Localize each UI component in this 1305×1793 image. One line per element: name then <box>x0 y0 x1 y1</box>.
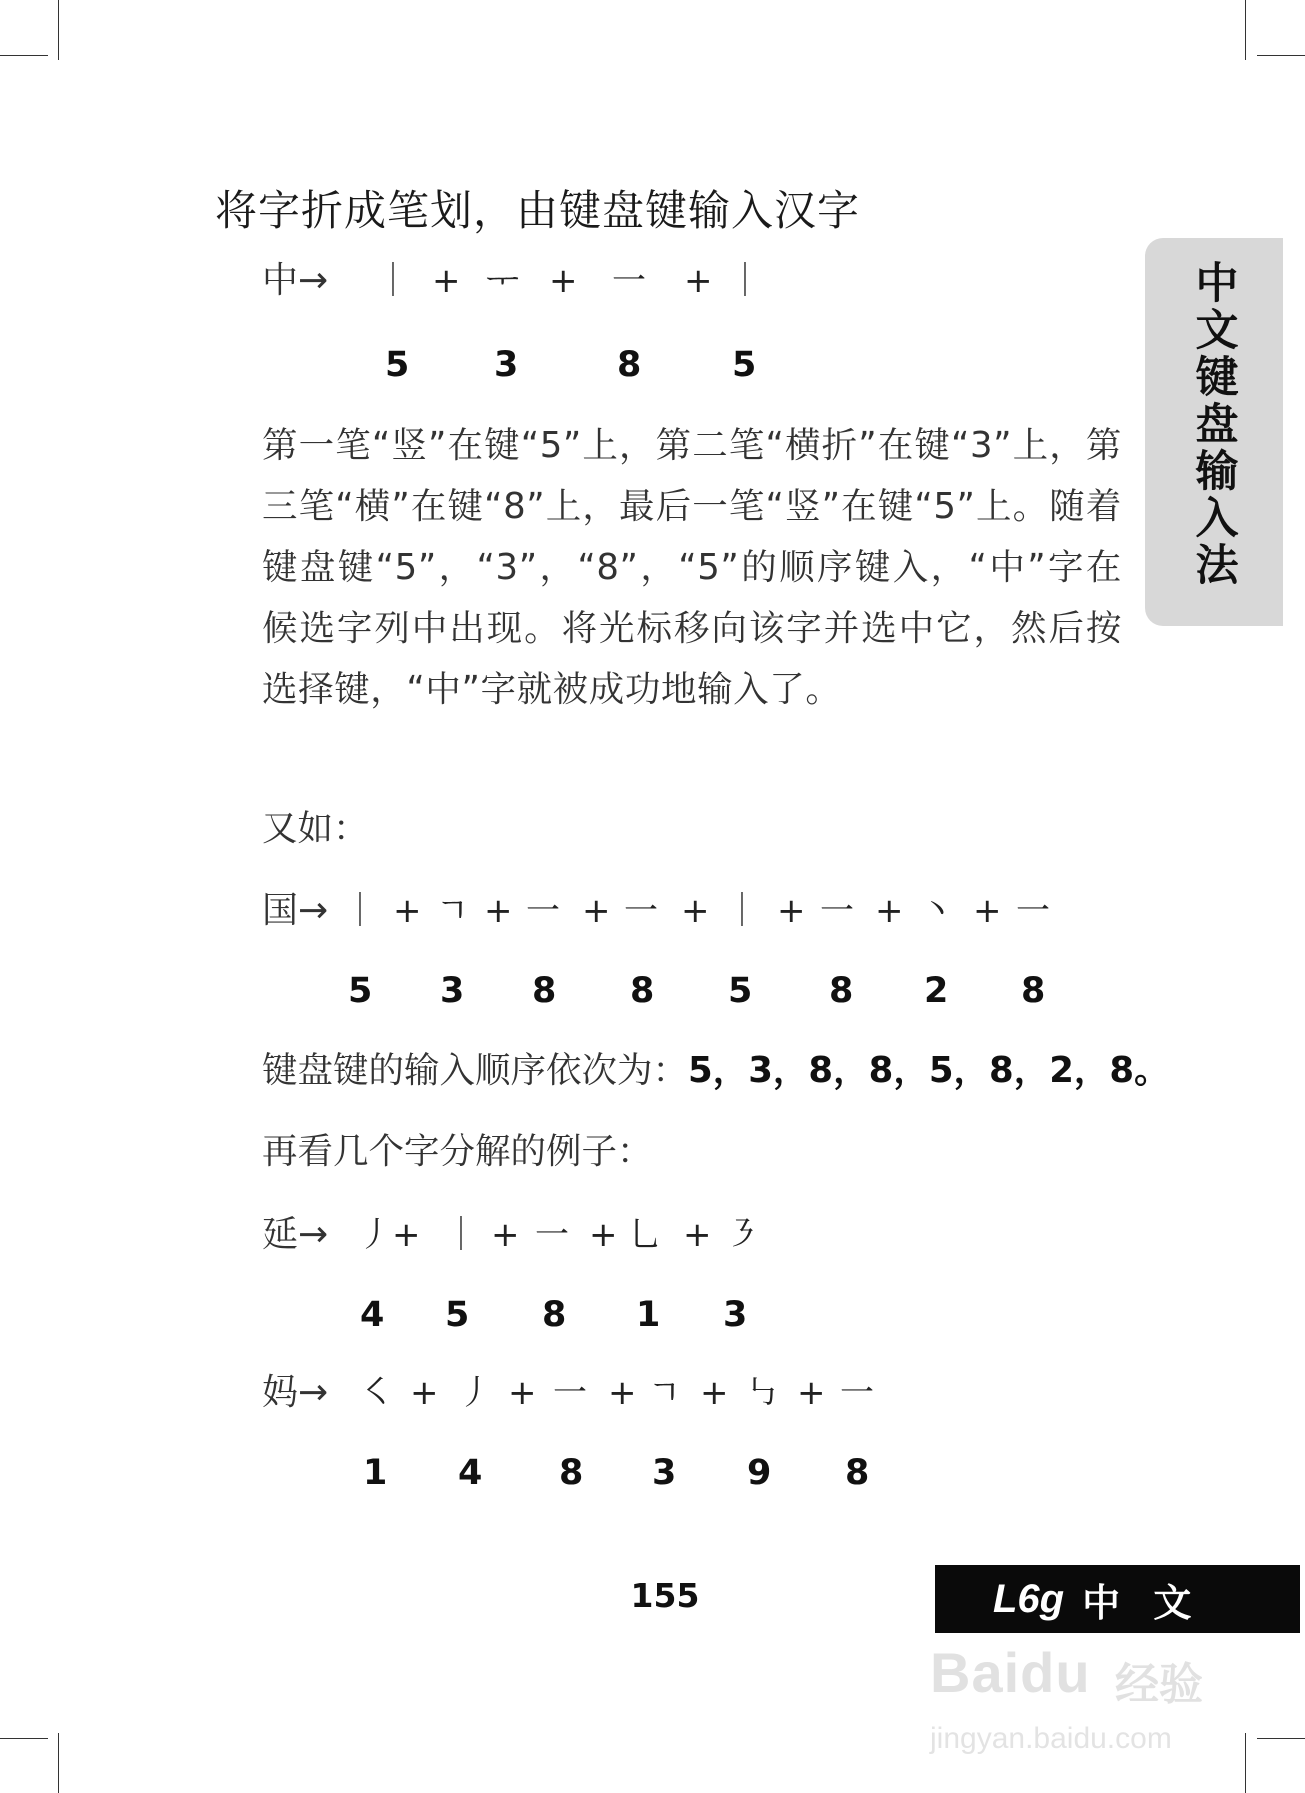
key-number: 2 <box>924 971 949 1011</box>
brand-model: L6g <box>993 1576 1065 1621</box>
watermark-url: jingyan.baidu.com <box>930 1722 1172 1755</box>
brand-language: 中 文 <box>1082 1579 1202 1625</box>
stroke: ㄱ <box>648 1373 681 1413</box>
stroke: ｜ <box>444 1215 478 1255</box>
stroke: 一 <box>526 891 560 931</box>
stroke: ｜ <box>725 891 759 931</box>
key-number: 8 <box>829 971 854 1011</box>
stroke: 乚 <box>628 1215 662 1255</box>
stroke: 一 <box>1016 891 1050 931</box>
key-number: 8 <box>542 1295 567 1335</box>
key-number: 4 <box>458 1453 483 1493</box>
key-number: 5 <box>732 345 757 385</box>
key-number: 1 <box>636 1295 661 1335</box>
stroke: 一 <box>820 891 854 931</box>
stroke: ㄱ <box>436 891 469 931</box>
stroke: ｜ <box>728 261 762 301</box>
key-number: 1 <box>363 1453 388 1493</box>
section-heading: 将字折成笔划，由键盘键输入汉字 <box>215 186 861 235</box>
crop-mark <box>1245 1733 1246 1793</box>
key-number: 3 <box>652 1453 677 1493</box>
stroke-plus: + <box>491 1215 520 1255</box>
stroke: 一 <box>535 1215 569 1255</box>
example-character: 国→ <box>262 890 329 931</box>
stroke-plus: + <box>392 1215 421 1255</box>
key-number: 3 <box>440 971 465 1011</box>
watermark-logo: Baidu <box>930 1641 1091 1704</box>
stroke: 一 <box>553 1373 587 1413</box>
again-label: 又如： <box>262 808 369 849</box>
stroke-plus: + <box>608 1373 637 1413</box>
key-number: 8 <box>532 971 557 1011</box>
key-number: 4 <box>360 1295 385 1335</box>
more-examples-label: 再看几个字分解的例子： <box>262 1131 653 1172</box>
stroke-plus: + <box>973 891 1002 931</box>
key-number: 3 <box>723 1295 748 1335</box>
watermark <box>930 1640 1230 1780</box>
key-number: 5 <box>348 971 373 1011</box>
stroke-plus: + <box>582 891 611 931</box>
key-number: 9 <box>747 1453 772 1493</box>
explanation-paragraph: 第一笔“竖”在键“5”上，第二笔“横折”在键“3”上，第三笔“横”在键“8”上，最后一笔“竖”在键“5”上。随着键盘键“5”，“3”，“8”，“5”的顺序键入，“中”字在候选字列中出现。将光标移向该字并选中它，然后按选择键，“中”字就被成功地输入了。 <box>262 425 1122 710</box>
example-character: 延→ <box>262 1214 329 1255</box>
stroke-plus: + <box>700 1373 729 1413</box>
stroke-plus: + <box>875 891 904 931</box>
stroke-plus: + <box>432 261 461 301</box>
stroke: ㇉ <box>745 1373 779 1413</box>
key-number: 8 <box>630 971 655 1011</box>
chapter-tab <box>1145 238 1283 626</box>
input-order-value: 5，3，8，8，5，8，2，8。 <box>688 1050 1170 1091</box>
stroke: ｜ <box>376 261 410 301</box>
stroke: ㇋ <box>725 1215 759 1255</box>
stroke-plus: + <box>549 261 578 301</box>
key-number: 3 <box>494 345 519 385</box>
stroke-plus: + <box>684 261 713 301</box>
key-number: 8 <box>559 1453 584 1493</box>
key-number: 5 <box>728 971 753 1011</box>
key-number: 8 <box>845 1453 870 1493</box>
stroke: 丶 <box>920 891 954 931</box>
stroke-plus: + <box>508 1373 537 1413</box>
stroke: ㇛ <box>360 1373 394 1413</box>
example-character: 妈→ <box>262 1372 329 1413</box>
page-number: 155 <box>630 1576 700 1615</box>
stroke: 丿 <box>458 1373 492 1413</box>
crop-mark <box>1257 55 1305 56</box>
key-number: 5 <box>445 1295 470 1335</box>
stroke: 一 <box>624 891 658 931</box>
stroke: 一 <box>840 1373 874 1413</box>
watermark-name: 经验 <box>1115 1659 1203 1710</box>
stroke: ｜ <box>343 891 377 931</box>
crop-mark <box>0 1738 48 1739</box>
stroke: 一 <box>612 261 646 301</box>
stroke-plus: + <box>484 891 513 931</box>
crop-mark <box>0 55 48 56</box>
brand-banner <box>935 1565 1300 1633</box>
crop-mark <box>58 1733 59 1793</box>
crop-mark <box>1245 0 1246 60</box>
stroke-plus: + <box>683 1215 712 1255</box>
stroke-plus: + <box>393 891 422 931</box>
stroke-plus: + <box>777 891 806 931</box>
crop-mark <box>1257 1738 1305 1739</box>
crop-mark <box>58 0 59 60</box>
input-order-label: 键盘键的输入顺序依次为： <box>262 1050 689 1091</box>
stroke-plus: + <box>681 891 710 931</box>
stroke-plus: + <box>410 1373 439 1413</box>
stroke: 丿 <box>358 1215 392 1255</box>
key-number: 8 <box>617 345 642 385</box>
key-number: 5 <box>385 345 410 385</box>
stroke-plus: + <box>589 1215 618 1255</box>
stroke: ᅮ <box>486 261 519 301</box>
chapter-tab-label: 中文键盘输入法 <box>1188 260 1239 589</box>
stroke-plus: + <box>797 1373 826 1413</box>
key-number: 8 <box>1021 971 1046 1011</box>
input-order-line <box>262 1048 1170 1094</box>
example-character: 中→ <box>262 260 329 301</box>
